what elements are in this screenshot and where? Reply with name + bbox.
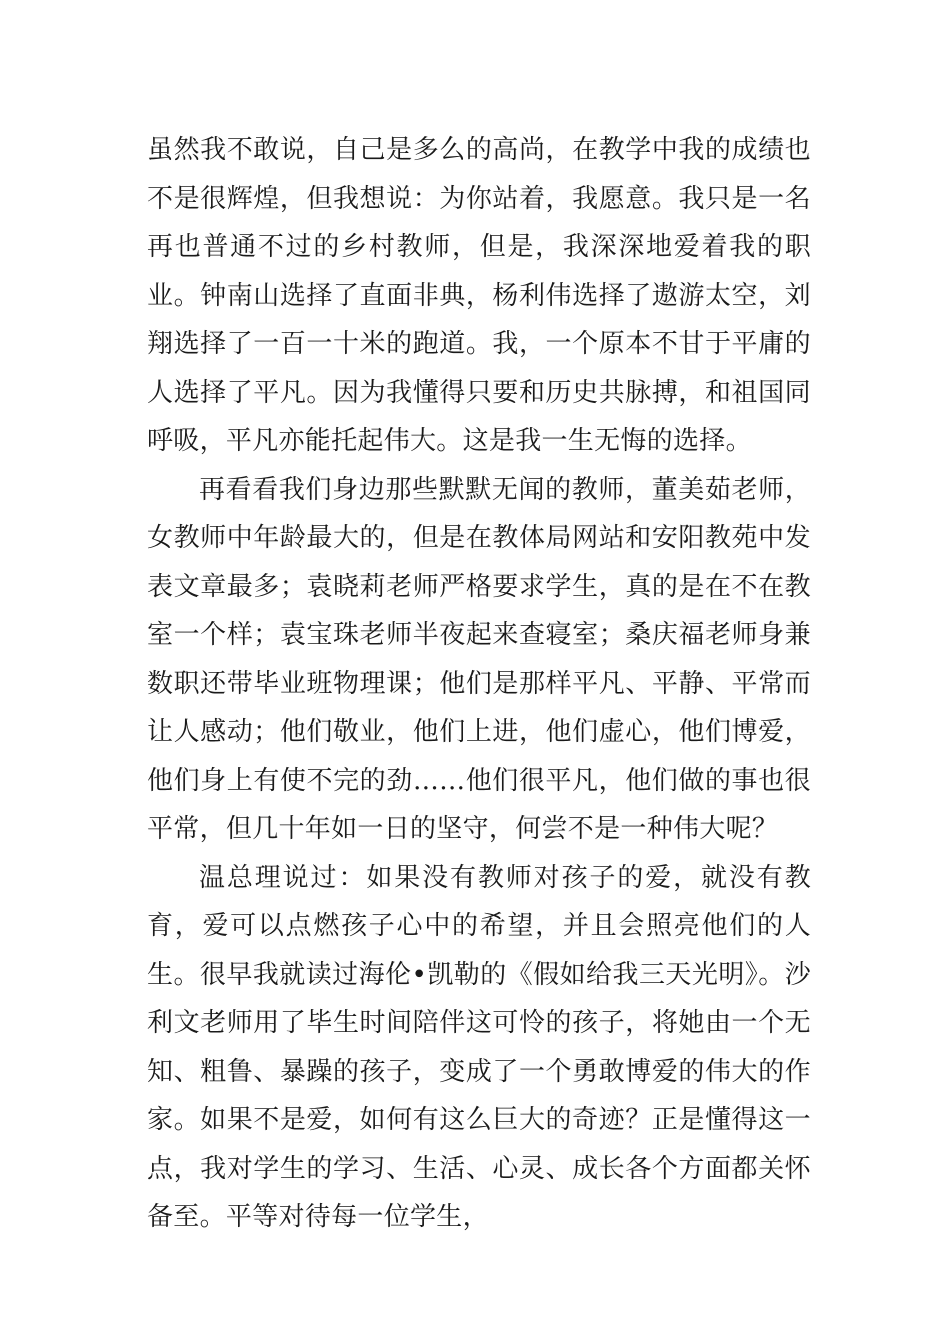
- paragraph-2: 再看看我们身边那些默默无闻的教师，董美茹老师，女教师中年龄最大的，但是在教体局网站和安阳教苑中发表文章最多；袁晓莉老师严格要求学生，真的是在不在教室一个样；袁宝珠老师半夜起来查寝室；桑庆福老师身兼数职还带毕业班物理课；他们是那样平凡、平静、平常而让人感动；他们敬业，他们上进，他们虚心，他们博爱，他们身上有使不完的劲……他们很平凡，他们做的事也很平常，但几十年如一日的坚守，何尝不是一种伟大呢？: [147, 474, 811, 844]
- body-text: [147, 126, 811, 1242]
- paragraph-3: 温总理说过：如果没有教师对孩子的爱，就没有教育，爱可以点燃孩子心中的希望，并且会照亮他们的人生。很早我就读过海伦•凯勒的《假如给我三天光明》。沙利文老师用了毕生时间陪伴这可怜的孩子，将她由一个无知、粗鲁、暴躁的孩子，变成了一个勇敢博爱的伟大的作家。如果不是爱，如何有这么巨大的奇迹？正是懂得这一点，我对学生的学习、生活、心灵、成长各个方面都关怀备至。平等对待每一位学生，: [147, 862, 811, 1232]
- paragraph-1: 虽然我不敢说，自己是多么的高尚，在教学中我的成绩也不是很辉煌，但我想说：为你站着，我愿意。我只是一名再也普通不过的乡村教师，但是，我深深地爱着我的职业。钟南山选择了直面非典，杨利伟选择了遨游太空，刘翔选择了一百一十米的跑道。我，一个原本不甘于平庸的人选择了平凡。因为我懂得只要和历史共脉搏，和祖国同呼吸，平凡亦能托起伟大。这是我一生无悔的选择。: [147, 135, 811, 456]
